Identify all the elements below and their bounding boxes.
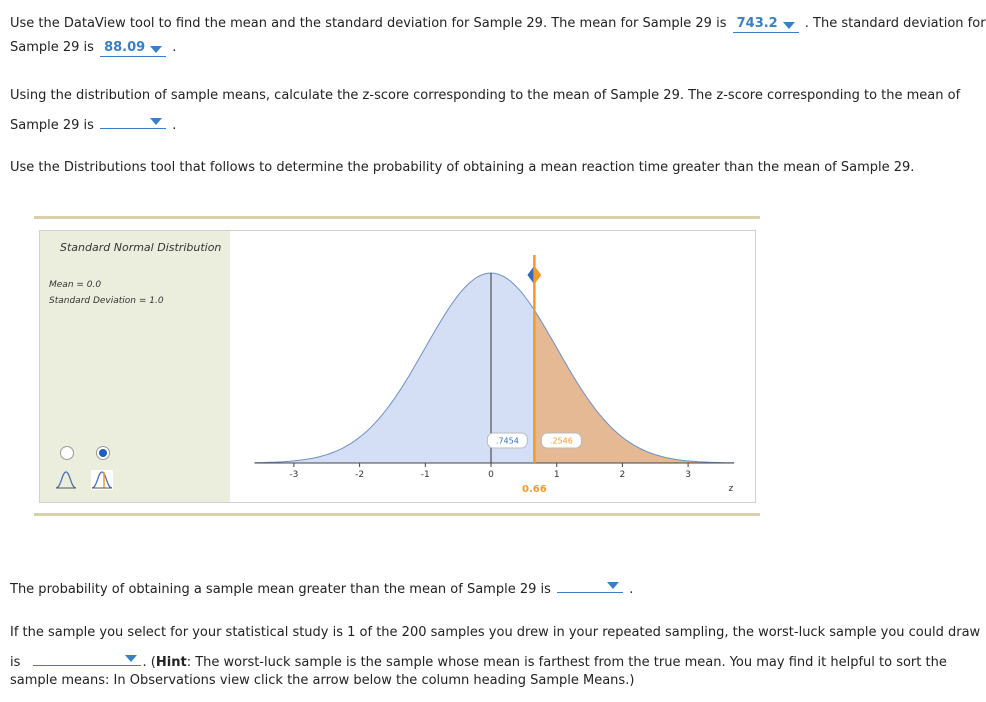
question5-line3 — [10, 673, 634, 689]
sd-dropdown[interactable] — [100, 40, 166, 57]
worst-luck-dropdown[interactable] — [33, 649, 141, 666]
x-tick-label: 2 — [619, 470, 626, 480]
question3-text: Use the Distributions tool that follows to determine the probability of obtaining a mean reaction time greater than the mean of Sample 29. — [10, 160, 915, 175]
mean-value: 743.2 — [736, 16, 778, 31]
mean-dropdown[interactable] — [733, 16, 799, 33]
x-axis-ticks — [289, 463, 691, 480]
question5-line2 — [10, 649, 947, 671]
question3-line — [10, 160, 914, 176]
question5-line1 — [10, 625, 980, 641]
left-area-badge — [487, 433, 527, 448]
left-area-label: .7454 — [495, 436, 519, 446]
mean-label: Mean = 0.0 — [49, 280, 102, 290]
handle-right-arrow-icon[interactable] — [535, 267, 541, 283]
question1-text-b: . The standard deviation for — [804, 16, 986, 31]
handle-left-arrow-icon[interactable] — [527, 267, 533, 283]
question1-text-d: . — [172, 40, 177, 55]
probability-dropdown[interactable] — [557, 576, 623, 593]
question5-text-e: sample means: In Observations view click the arrow below the column heading Sample Means.) — [10, 673, 635, 688]
question1-text-c: Sample 29 is — [10, 40, 94, 55]
question2-text-b: Sample 29 is — [10, 118, 94, 133]
x-tick-label: 3 — [685, 470, 691, 480]
tool-title: Standard Normal Distribution — [60, 241, 222, 254]
question4-text-b: . — [629, 582, 634, 597]
tool-top-border — [34, 216, 760, 219]
x-tick-label: 1 — [553, 470, 560, 480]
tool-bottom-border — [34, 513, 760, 516]
z-marker-value: 0.66 — [522, 484, 547, 495]
right-area-label: .2546 — [549, 436, 573, 446]
question1-text: Use the DataView tool to find the mean and the standard deviation for Sample 29. The mean for Sample 29 is — [10, 16, 727, 31]
hint-label: Hint — [155, 655, 187, 670]
question5-text-d: : The worst-luck sample is the sample whose mean is farthest from the true mean. You may find it helpful to sort the — [186, 655, 947, 670]
question2-text: Using the distribution of sample means, calculate the z-score corresponding to the mean of Sample 29. The z-score corresponding to the mean of — [10, 88, 961, 103]
chevron-down-icon — [783, 22, 795, 29]
question5-text-b: is — [10, 655, 21, 670]
chevron-down-icon — [607, 582, 619, 589]
sd-value: 88.09 — [104, 40, 146, 55]
question5-text: If the sample you select for your statistical study is 1 of the 200 samples you drew in your repeated sampling, the worst-luck sample you could draw — [10, 625, 981, 640]
right-area-badge — [541, 433, 581, 448]
question2-line2 — [10, 112, 176, 134]
chevron-down-icon — [125, 655, 137, 662]
question2-line1 — [10, 88, 960, 104]
zscore-dropdown[interactable] — [100, 112, 166, 129]
normal-distribution-chart — [40, 231, 755, 502]
x-tick-label: -2 — [355, 470, 365, 480]
question4-text: The probability of obtaining a sample mean greater than the mean of Sample 29 is — [10, 582, 551, 597]
question5-text-c: . ( — [142, 655, 156, 670]
x-axis-label: z — [728, 484, 734, 494]
question1-line1 — [10, 16, 986, 33]
question1-line2 — [10, 40, 176, 57]
x-tick-label: -1 — [420, 470, 430, 480]
x-tick-label: -3 — [289, 470, 299, 480]
distributions-tool — [39, 230, 756, 503]
chevron-down-icon — [150, 118, 162, 125]
question4-line — [10, 576, 633, 598]
question2-text-c: . — [172, 118, 177, 133]
sd-label: Standard Deviation = 1.0 — [49, 296, 164, 306]
chevron-down-icon — [150, 46, 162, 53]
x-tick-label: 0 — [488, 470, 494, 480]
